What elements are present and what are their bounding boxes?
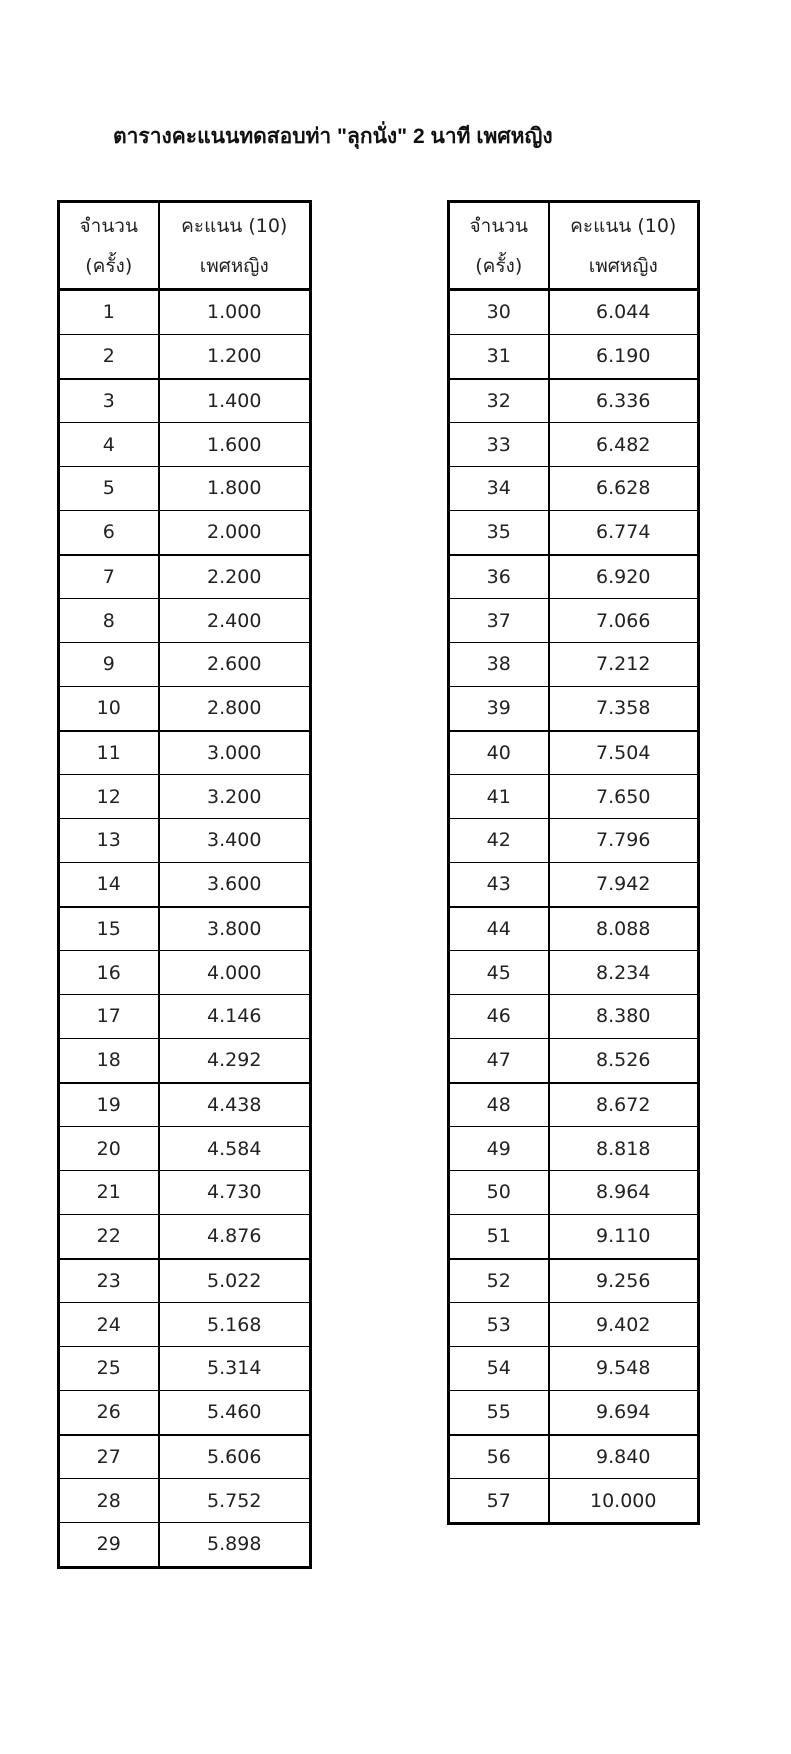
header-count	[449, 202, 549, 290]
score-cell: 4.584	[159, 1127, 311, 1171]
header-count-line2: (ครั้ง)	[475, 254, 523, 277]
score-cell: 3.800	[159, 907, 311, 951]
table-row	[449, 1303, 699, 1347]
score-cell: 7.066	[549, 599, 699, 643]
table-row	[449, 379, 699, 423]
count-cell: 49	[449, 1127, 549, 1171]
score-cell: 7.796	[549, 819, 699, 863]
count-cell: 25	[59, 1347, 159, 1391]
table-row	[59, 1127, 311, 1171]
count-cell: 24	[59, 1303, 159, 1347]
table-row	[59, 555, 311, 599]
table-row	[59, 1390, 311, 1434]
count-cell: 31	[449, 334, 549, 378]
table-row	[59, 467, 311, 511]
count-cell: 57	[449, 1479, 549, 1524]
table-row	[59, 423, 311, 467]
table-row	[59, 643, 311, 687]
score-cell: 8.234	[549, 951, 699, 995]
count-cell: 9	[59, 643, 159, 687]
score-cell: 2.400	[159, 599, 311, 643]
count-cell: 22	[59, 1214, 159, 1258]
count-cell: 8	[59, 599, 159, 643]
score-cell: 2.600	[159, 643, 311, 687]
score-cell: 3.000	[159, 731, 311, 775]
table-row	[59, 1523, 311, 1568]
score-cell: 6.190	[549, 334, 699, 378]
header-score	[159, 202, 311, 290]
score-cell: 1.000	[159, 290, 311, 335]
score-cell: 2.200	[159, 555, 311, 599]
score-cell: 6.774	[549, 510, 699, 554]
table-row	[449, 334, 699, 378]
count-cell: 38	[449, 643, 549, 687]
count-cell: 39	[449, 686, 549, 730]
count-cell: 10	[59, 686, 159, 730]
count-cell: 56	[449, 1435, 549, 1479]
count-cell: 29	[59, 1523, 159, 1568]
score-cell: 3.200	[159, 775, 311, 819]
score-cell: 8.526	[549, 1038, 699, 1082]
header-score	[549, 202, 699, 290]
count-cell: 26	[59, 1390, 159, 1434]
table-row	[449, 1435, 699, 1479]
count-cell: 32	[449, 379, 549, 423]
count-cell: 17	[59, 995, 159, 1039]
count-cell: 12	[59, 775, 159, 819]
table-row	[449, 643, 699, 687]
count-cell: 2	[59, 334, 159, 378]
score-cell: 2.000	[159, 510, 311, 554]
count-cell: 23	[59, 1259, 159, 1303]
header-score-line1: คะแนน (10)	[570, 214, 677, 237]
table-row	[449, 686, 699, 730]
score-cell: 6.336	[549, 379, 699, 423]
table-row	[449, 290, 699, 335]
score-cell: 8.964	[549, 1171, 699, 1215]
count-cell: 47	[449, 1038, 549, 1082]
count-cell: 7	[59, 555, 159, 599]
count-cell: 36	[449, 555, 549, 599]
header-score-line1: คะแนน (10)	[181, 214, 288, 237]
score-table-left-body	[59, 290, 311, 1568]
score-cell: 9.110	[549, 1214, 699, 1258]
score-cell: 4.730	[159, 1171, 311, 1215]
score-cell: 1.800	[159, 467, 311, 511]
table-row	[59, 951, 311, 995]
count-cell: 28	[59, 1479, 159, 1523]
count-cell: 53	[449, 1303, 549, 1347]
table-row	[59, 1347, 311, 1391]
score-cell: 6.920	[549, 555, 699, 599]
score-cell: 7.942	[549, 862, 699, 906]
table-row	[449, 1390, 699, 1434]
count-cell: 55	[449, 1390, 549, 1434]
score-cell: 3.600	[159, 862, 311, 906]
score-table-right	[447, 200, 700, 1525]
table-row	[59, 1303, 311, 1347]
count-cell: 37	[449, 599, 549, 643]
table-row	[449, 555, 699, 599]
score-cell: 5.022	[159, 1259, 311, 1303]
score-cell: 1.400	[159, 379, 311, 423]
table-row	[59, 290, 311, 335]
table-row	[449, 467, 699, 511]
score-cell: 5.898	[207, 1533, 262, 1556]
score-cell: 1.600	[159, 423, 311, 467]
table-row	[59, 599, 311, 643]
table-header-row	[59, 202, 311, 290]
table-row	[59, 379, 311, 423]
count-cell: 33	[449, 423, 549, 467]
table-row	[59, 731, 311, 775]
table-row	[449, 1083, 699, 1127]
table-row	[449, 907, 699, 951]
table-row	[449, 599, 699, 643]
count-cell: 14	[59, 862, 159, 906]
count-cell: 35	[449, 510, 549, 554]
count-cell: 19	[59, 1083, 159, 1127]
table-row	[59, 1038, 311, 1082]
count-cell: 30	[449, 290, 549, 335]
header-score-line2: เพศหญิง	[588, 254, 658, 277]
table-row	[449, 1347, 699, 1391]
score-cell: 4.292	[159, 1038, 311, 1082]
count-cell: 27	[59, 1435, 159, 1479]
header-score-line2: เพศหญิง	[199, 254, 269, 277]
table-row	[449, 423, 699, 467]
count-cell: 6	[59, 510, 159, 554]
table-row	[59, 510, 311, 554]
table-row	[59, 1083, 311, 1127]
score-cell: 9.694	[549, 1390, 699, 1434]
table-row	[59, 819, 311, 863]
count-cell: 43	[449, 862, 549, 906]
table-row	[449, 510, 699, 554]
score-cell: 5.460	[159, 1390, 311, 1434]
count-cell: 54	[449, 1347, 549, 1391]
count-cell: 13	[59, 819, 159, 863]
table-row	[59, 686, 311, 730]
table-row	[59, 1214, 311, 1258]
count-cell: 20	[59, 1127, 159, 1171]
table-row	[449, 951, 699, 995]
score-cell: 8.672	[549, 1083, 699, 1127]
table-row	[449, 731, 699, 775]
header-count-line1: จำนวน	[469, 214, 528, 237]
count-cell: 45	[449, 951, 549, 995]
score-cell: 9.402	[549, 1303, 699, 1347]
count-cell: 50	[449, 1171, 549, 1215]
count-cell: 40	[449, 731, 549, 775]
count-cell: 46	[449, 995, 549, 1039]
score-cell: 7.358	[549, 686, 699, 730]
header-count-line1: จำนวน	[79, 214, 138, 237]
score-cell: 4.146	[159, 995, 311, 1039]
count-cell: 21	[59, 1171, 159, 1215]
count-cell: 42	[449, 819, 549, 863]
count-cell: 41	[449, 775, 549, 819]
table-row	[449, 1038, 699, 1082]
table-row	[449, 1214, 699, 1258]
table-row	[59, 907, 311, 951]
table-row	[449, 819, 699, 863]
score-cell: 7.212	[549, 643, 699, 687]
score-cell: 5.314	[159, 1347, 311, 1391]
table-row	[59, 862, 311, 906]
score-cell: 3.400	[159, 819, 311, 863]
score-cell: 10.000	[590, 1489, 657, 1512]
score-cell: 5.168	[159, 1303, 311, 1347]
table-row	[59, 1479, 311, 1523]
table-row	[59, 995, 311, 1039]
header-count	[59, 202, 159, 290]
score-cell: 6.482	[549, 423, 699, 467]
table-row	[449, 1171, 699, 1215]
count-cell: 11	[59, 731, 159, 775]
score-cell: 5.752	[159, 1479, 311, 1523]
count-cell: 48	[449, 1083, 549, 1127]
count-cell: 52	[449, 1259, 549, 1303]
count-cell: 18	[59, 1038, 159, 1082]
table-row	[449, 1127, 699, 1171]
table-row	[449, 862, 699, 906]
score-cell: 8.380	[549, 995, 699, 1039]
score-cell: 4.000	[159, 951, 311, 995]
score-cell: 9.548	[549, 1347, 699, 1391]
table-row	[449, 1479, 699, 1524]
score-cell: 8.818	[549, 1127, 699, 1171]
page-title: ตารางคะแนนทดสอบท่า "ลุกนั่ง" 2 นาที เพศหญิง	[113, 125, 553, 148]
table-row	[449, 995, 699, 1039]
score-cell: 9.840	[549, 1435, 699, 1479]
score-table-left	[57, 200, 312, 1569]
count-cell: 4	[59, 423, 159, 467]
count-cell: 15	[59, 907, 159, 951]
table-row	[59, 1259, 311, 1303]
count-cell: 5	[59, 467, 159, 511]
score-cell: 5.606	[159, 1435, 311, 1479]
table-row	[59, 1171, 311, 1215]
score-cell: 6.628	[549, 467, 699, 511]
score-cell: 6.044	[549, 290, 699, 335]
table-row	[449, 775, 699, 819]
score-table-right-body	[449, 290, 699, 1524]
table-row	[449, 1259, 699, 1303]
count-cell: 3	[59, 379, 159, 423]
score-cell: 4.438	[159, 1083, 311, 1127]
table-row	[59, 775, 311, 819]
score-cell: 8.088	[549, 907, 699, 951]
table-row	[59, 334, 311, 378]
count-cell: 1	[59, 290, 159, 335]
score-cell: 1.200	[159, 334, 311, 378]
score-cell: 7.504	[549, 731, 699, 775]
table-row	[59, 1435, 311, 1479]
score-cell: 7.650	[549, 775, 699, 819]
count-cell: 51	[449, 1214, 549, 1258]
count-cell: 34	[449, 467, 549, 511]
header-count-line2: (ครั้ง)	[85, 254, 133, 277]
count-cell: 44	[449, 907, 549, 951]
table-header-row	[449, 202, 699, 290]
score-cell: 9.256	[549, 1259, 699, 1303]
score-cell: 4.876	[159, 1214, 311, 1258]
score-cell: 2.800	[159, 686, 311, 730]
count-cell: 16	[59, 951, 159, 995]
